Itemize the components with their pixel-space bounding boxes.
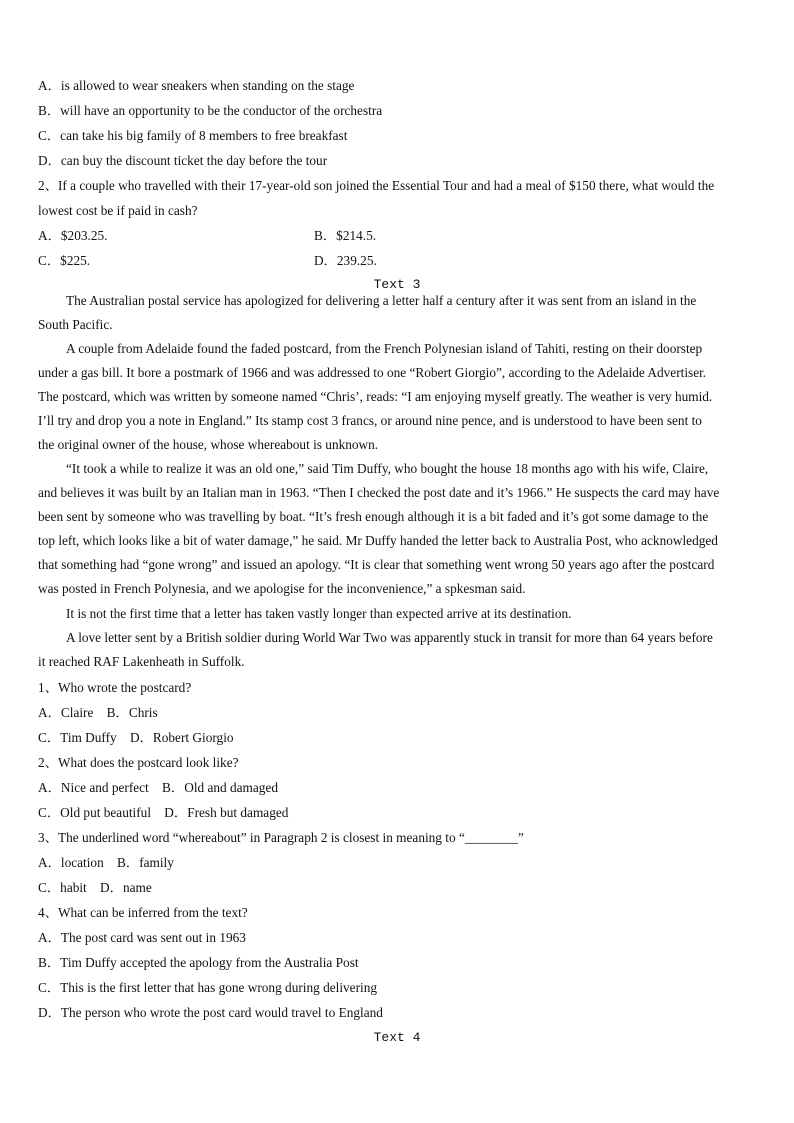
paragraph-line: it reached RAF Lakenheath in Suffolk. (38, 654, 245, 669)
options-2-ab: A．Nice and perfect B．Old and damaged (38, 780, 278, 795)
paragraph-line: “It took a while to realize it was an old one,” said Tim Duffy, who bought the house 18 months ago with his wife, Claire, (66, 461, 709, 476)
option-b: B．will have an opportunity to be the conductor of the orchestra (38, 103, 383, 118)
option-c: C．$225. (38, 253, 91, 268)
option-4c: C．This is the first letter that has gone wrong during delivering (38, 980, 378, 995)
paragraph-line (38, 437, 754, 453)
section-heading: Text 4 (373, 1030, 421, 1045)
option-4b: B．Tim Duffy accepted the apology from the Australia Post (38, 955, 359, 970)
section-heading: Text 3 (373, 277, 421, 292)
paragraph-line: that something had “gone wrong” and issued an apology. “It is clear that something went wrong 50 years ago after the postcard (38, 557, 715, 572)
question-2: 2、What does the postcard look like? (38, 755, 239, 770)
text-segment: is unknown. (309, 437, 379, 452)
question-1: 1、Who wrote the postcard? (38, 680, 192, 695)
options-1-ab: A．Claire B．Chris (38, 705, 158, 720)
paragraph-line: I’ll try and drop you a note in England.” Its stamp cost 3 francs, or around nine pence, and is understood to have been sent to (38, 413, 702, 428)
paragraph-line: It is not the first time that a letter has taken vastly longer than expected arrive at its destination. (66, 606, 572, 621)
options-1-cd: C．Tim Duffy D．Robert Giorgio (38, 730, 234, 745)
option-d: D．can buy the discount ticket the day before the tour (38, 153, 328, 168)
option-row (38, 253, 754, 269)
paragraph-line: The Australian postal service has apologized for delivering a letter half a century after it was sent from an island in the (66, 293, 697, 308)
paragraph-line: top left, which looks like a bit of water damage,” he said. Mr Duffy handed the letter back to Australia Post, who acknowledged (38, 533, 718, 548)
question-stem-cont: lowest cost be if paid in cash? (38, 203, 198, 218)
paragraph-line: A couple from Adelaide found the faded postcard, from the French Polynesian island of Tahiti, resting on their doorstep (66, 341, 703, 356)
paragraph-line: The postcard, which was written by someone named “Chris’, reads: “I am enjoying myself greatly. The weather is very humid. (38, 389, 713, 404)
option-a: A．is allowed to wear sneakers when standing on the stage (38, 78, 355, 93)
options-2-cd: C．Old put beautiful D．Fresh but damaged (38, 805, 289, 820)
option-row (38, 228, 754, 244)
question-stem: 2、If a couple who travelled with their 17-year-old son joined the Essential Tour and had a meal of $150 there, what would the (38, 178, 715, 193)
paragraph-line: South Pacific. (38, 317, 113, 332)
option-d: D．239.25. (314, 253, 377, 268)
option-4d: D．The person who wrote the post card would travel to England (38, 1005, 383, 1020)
question-3: 3、The underlined word “whereabout” in Paragraph 2 is closest in meaning to “________” (38, 830, 524, 845)
option-c: C．can take his big family of 8 members to free breakfast (38, 128, 348, 143)
option-4a: A．The post card was sent out in 1963 (38, 930, 246, 945)
paragraph-line: and believes it was built by an Italian man in 1963. “Then I checked the post date and it’s 1966.” He suspects the card may have (38, 485, 720, 500)
paragraph-line: was posted in French Polynesia, and we apologise for the inconvenience,” a spkesman said. (38, 581, 526, 596)
option-a: A．$203.25. (38, 228, 108, 243)
underlined-word: whose whereabout (210, 437, 310, 452)
options-3-cd: C．habit D．name (38, 880, 152, 895)
text-segment: the original owner of the house, (38, 437, 211, 452)
paragraph-line: been sent by someone who was travelling by boat. “It’s fresh enough although it is a bit faded and it’s got some damage to the (38, 509, 709, 524)
paragraph-line: under a gas bill. It bore a postmark of 1966 and was addressed to one “Robert Giorgio”, according to the Adelaide Advertiser. (38, 365, 707, 380)
option-b: B．$214.5. (314, 228, 377, 243)
paragraph-line: A love letter sent by a British soldier during World War Two was apparently stuck in transit for more than 64 years before (66, 630, 713, 645)
options-3-ab: A．location B．family (38, 855, 174, 870)
question-4: 4、What can be inferred from the text? (38, 905, 248, 920)
